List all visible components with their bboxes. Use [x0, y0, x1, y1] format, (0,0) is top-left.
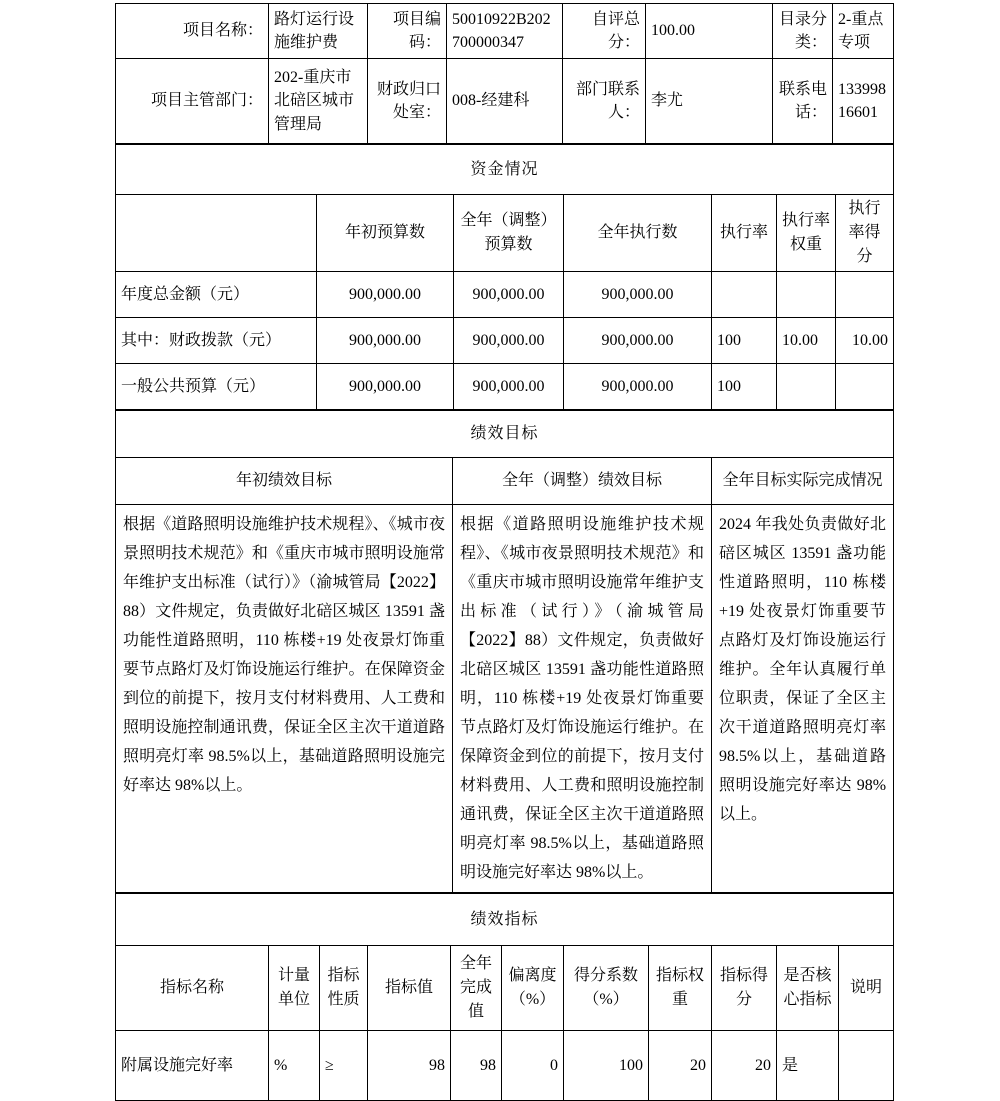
funding-cell: 900,000.00	[564, 364, 712, 410]
indicator-col-core: 是否核心指标	[777, 946, 839, 1031]
indicator-deviation: 0	[502, 1031, 564, 1101]
indicator-col-name: 指标名称	[116, 946, 269, 1031]
funding-cell: 900,000.00	[454, 364, 564, 410]
funding-cell	[712, 272, 777, 318]
goal-adjusted-text: 根据《道路照明设施维护技术规程》、《城市夜景照明技术规范》和《重庆市城市照明设施常年维护支出标准（试行）》（渝城管局【2022】88）文件规定，负责做好北碚区城区 13591 盏功能性道路照明，110 栋楼+19 处夜景灯饰重要节点路灯及灯饰设施运行维护。在保障资金到位的前提下，按月支付材料费用、人工费和照明设施控制通讯费，保证全区主次干道道路照明亮灯率 98.5%以上，基础道路照明设施完好率达 98%以上。	[453, 505, 712, 893]
table-row	[116, 411, 894, 458]
funding-cell: 900,000.00	[317, 364, 454, 410]
funding-cell	[777, 272, 836, 318]
phone-value: 13399816601	[833, 59, 894, 144]
funding-cell: 900,000.00	[317, 318, 454, 364]
table-row	[116, 364, 894, 410]
funding-col-rate-weight: 执行率权重	[777, 195, 836, 272]
table-row	[116, 946, 894, 1031]
funding-cell: 900,000.00	[317, 272, 454, 318]
table-row	[116, 4, 894, 59]
phone-label: 联系电话：	[773, 59, 833, 144]
goals-col-adjusted: 全年（调整）绩效目标	[453, 458, 712, 505]
funding-col-adjusted: 全年（调整）预算数	[454, 195, 564, 272]
table-row	[116, 272, 894, 318]
funding-row-total-label: 年度总金额（元）	[116, 272, 317, 318]
table-row	[116, 458, 894, 505]
indicator-target: 98	[368, 1031, 451, 1101]
funding-col-rate-score: 执行率得分	[836, 195, 894, 272]
indicator-completed: 98	[451, 1031, 502, 1101]
funding-cell	[836, 272, 894, 318]
finance-office-label: 财政归口处室：	[368, 59, 447, 144]
funding-section-title: 资金情况	[116, 145, 894, 195]
table-row	[116, 145, 894, 195]
goals-section-title: 绩效目标	[116, 411, 894, 458]
indicator-unit: %	[269, 1031, 320, 1101]
table-row	[116, 1031, 894, 1101]
self-score-value: 100.00	[646, 4, 773, 59]
funding-cell: 900,000.00	[564, 272, 712, 318]
indicator-col-nature: 指标性质	[320, 946, 368, 1031]
funding-cell: 900,000.00	[564, 318, 712, 364]
funding-cell: 100	[712, 318, 777, 364]
performance-self-evaluation-form	[115, 3, 893, 1101]
funding-cell	[777, 364, 836, 410]
indicator-col-completed: 全年完成值	[451, 946, 502, 1031]
indicator-col-note: 说明	[839, 946, 894, 1031]
table-row	[116, 195, 894, 272]
contact-person-label: 部门联系人：	[563, 59, 646, 144]
funding-cell: 100	[712, 364, 777, 410]
funding-cell: 900,000.00	[454, 318, 564, 364]
funding-col-blank	[116, 195, 317, 272]
finance-office-value: 008-经建科	[447, 59, 563, 144]
funding-col-executed: 全年执行数	[564, 195, 712, 272]
project-code-label: 项目编码：	[368, 4, 447, 59]
funding-cell: 900,000.00	[454, 272, 564, 318]
table-row	[116, 894, 894, 946]
indicator-col-target: 指标值	[368, 946, 451, 1031]
indicator-col-deviation: 偏离度（%）	[502, 946, 564, 1031]
catalog-class-label: 目录分类：	[773, 4, 833, 59]
indicators-table	[115, 893, 894, 1101]
funding-table	[115, 144, 894, 410]
contact-person-value: 李尤	[646, 59, 773, 144]
indicator-note	[839, 1031, 894, 1101]
indicator-col-unit: 计量单位	[269, 946, 320, 1031]
indicator-coefficient: 100	[564, 1031, 649, 1101]
indicator-col-score: 指标得分	[712, 946, 777, 1031]
goals-col-initial: 年初绩效目标	[116, 458, 453, 505]
indicators-section-title: 绩效指标	[116, 894, 894, 946]
funding-cell: 10.00	[836, 318, 894, 364]
table-row	[116, 59, 894, 144]
indicator-nature: ≥	[320, 1031, 368, 1101]
goals-table	[115, 410, 894, 893]
indicator-col-weight: 指标权重	[649, 946, 712, 1031]
project-info-table	[115, 3, 894, 144]
department-value: 202-重庆市北碚区城市管理局	[269, 59, 368, 144]
catalog-class-value: 2-重点专项	[833, 4, 894, 59]
goals-col-actual: 全年目标实际完成情况	[712, 458, 894, 505]
project-name-label: 项目名称：	[116, 4, 269, 59]
funding-row-fiscal-label: 其中：财政拨款（元）	[116, 318, 317, 364]
funding-row-public-label: 一般公共预算（元）	[116, 364, 317, 410]
indicator-col-coefficient: 得分系数（%）	[564, 946, 649, 1031]
funding-cell: 10.00	[777, 318, 836, 364]
indicator-core: 是	[777, 1031, 839, 1101]
project-code-value: 50010922B202700000347	[447, 4, 563, 59]
indicator-score: 20	[712, 1031, 777, 1101]
funding-cell	[836, 364, 894, 410]
table-row	[116, 505, 894, 893]
table-row	[116, 318, 894, 364]
self-score-label: 自评总分：	[563, 4, 646, 59]
indicator-weight: 20	[649, 1031, 712, 1101]
project-name-value: 路灯运行设施维护费	[269, 4, 368, 59]
goal-initial-text: 根据《道路照明设施维护技术规程》、《城市夜景照明技术规范》和《重庆市城市照明设施常年维护支出标准（试行）》（渝城管局【2022】88）文件规定，负责做好北碚区城区 13591 盏功能性道路照明，110 栋楼+19 处夜景灯饰重要节点路灯及灯饰设施运行维护。在保障资金到位的前提下，按月支付材料费用、人工费和照明设施控制通讯费，保证全区主次干道道路照明亮灯率 98.5%以上，基础道路照明设施完好率达 98%以上。	[116, 505, 453, 893]
department-label: 项目主管部门：	[116, 59, 269, 144]
indicator-name: 附属设施完好率	[116, 1031, 269, 1101]
funding-col-rate: 执行率	[712, 195, 777, 272]
goal-actual-text: 2024 年我处负责做好北碚区城区 13591 盏功能性道路照明，110 栋楼+19 处夜景灯饰重要节点路灯及灯饰设施运行维护。全年认真履行单位职责，保证了全区主次干道道路照明亮灯率 98.5%以上，基础道路照明设施完好率达 98%以上。	[712, 505, 894, 893]
funding-col-initial: 年初预算数	[317, 195, 454, 272]
